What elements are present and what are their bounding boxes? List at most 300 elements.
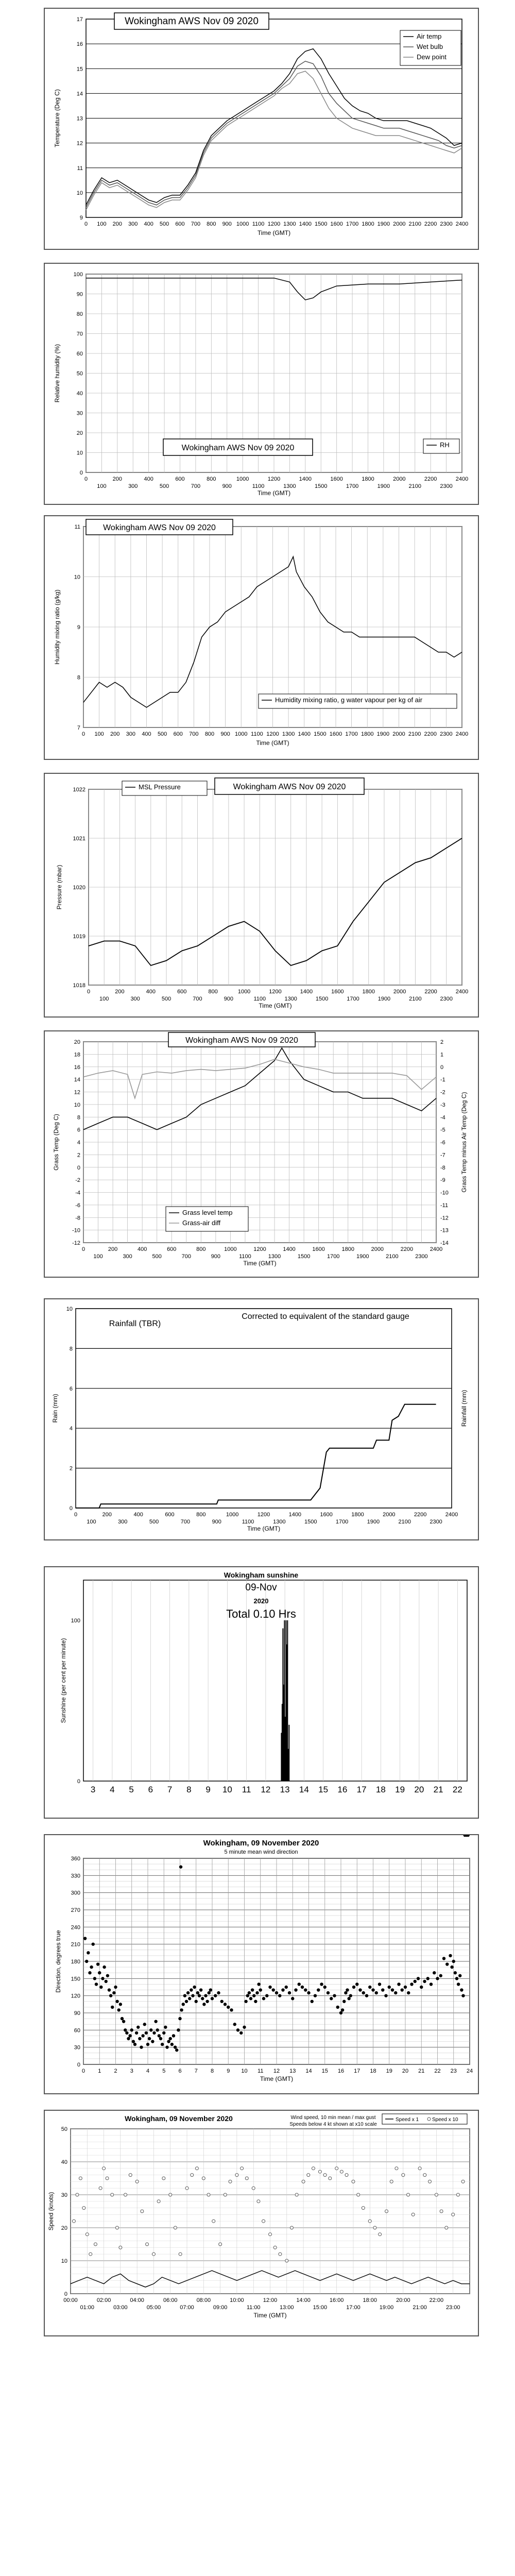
y-tick-label: 360	[71, 1856, 80, 1862]
x-tick-label: 21	[418, 2068, 425, 2074]
wind-direction-point	[378, 1982, 381, 1986]
y-tick-label: -12	[72, 1240, 80, 1246]
chart-title: Wokingham sunshine	[224, 1571, 299, 1579]
x-tick-label: 22:00	[429, 2297, 444, 2303]
wind-speed-chart-panel	[44, 2110, 479, 2336]
y-axis-label: Grass Temp (Deg C)	[53, 1114, 60, 1171]
x-tick-label: 1900	[376, 731, 390, 737]
x-tick-label: 1800	[362, 221, 374, 227]
y-tick-label: -2	[75, 1177, 80, 1184]
x-axis-label: Time (GMT)	[257, 229, 291, 236]
humidity-chart	[45, 264, 478, 504]
wind-direction-point	[106, 1974, 109, 1977]
wind-direction-point	[99, 1986, 102, 1989]
wind-direction-point	[236, 2028, 239, 2031]
x-tick-label: 1300	[268, 1253, 281, 1260]
y-tick-label: 15	[76, 66, 83, 73]
x-tick-label: 1600	[329, 731, 342, 737]
y-tick-label: 330	[71, 1873, 80, 1879]
y-tick-label: 14	[76, 91, 83, 97]
wind-direction-point	[128, 2034, 131, 2037]
y-tick-label: 0	[77, 1778, 80, 1785]
x-tick-label: 1000	[236, 476, 249, 482]
wind-direction-point	[281, 1988, 284, 1991]
x-tick-label: 1500	[315, 221, 328, 227]
x-tick-label: 300	[128, 483, 138, 489]
series-line	[86, 49, 462, 205]
x-tick-label: 500	[152, 1253, 162, 1260]
x-tick-label: 2400	[445, 1512, 458, 1518]
wind-direction-point	[217, 1991, 220, 1994]
speed-x10-point	[179, 2252, 182, 2256]
x-tick-label: 1400	[288, 1512, 302, 1518]
x-tick-label: 1100	[252, 221, 265, 227]
wind-direction-point	[88, 1971, 91, 1974]
wind-direction-point	[179, 1865, 182, 1868]
wind-direction-point	[195, 2000, 198, 2003]
legend-marker	[427, 2117, 431, 2121]
x-tick-label: 2400	[455, 221, 469, 227]
chart-title: Wokingham AWS Nov 09 2020	[125, 16, 259, 27]
y-tick-label: 1020	[73, 885, 85, 891]
speed-x10-point	[99, 2187, 102, 2190]
speed-x10-point	[273, 2246, 277, 2249]
y-tick-label: 20	[74, 1039, 80, 1045]
x-tick-label: 19	[386, 2068, 392, 2074]
x-tick-label: 2200	[414, 1512, 427, 1518]
x-tick-label: 200	[102, 1512, 112, 1518]
x-tick-label: 600	[177, 989, 187, 995]
wind-direction-point	[162, 2031, 165, 2035]
x-tick-label: 2300	[440, 221, 453, 227]
y-tick-label: 0	[77, 1164, 80, 1171]
y-tick-label: 10	[74, 574, 80, 581]
x-tick-label: 700	[181, 1253, 191, 1260]
speed-x10-point	[135, 2180, 139, 2183]
x-tick-label: 1600	[320, 1512, 333, 1518]
speed-x10-point	[295, 2193, 298, 2196]
x-tick-label: 800	[208, 989, 218, 995]
x-tick-label: 1200	[266, 731, 279, 737]
y-tick-label: 16	[76, 41, 83, 48]
y-tick-label: 70	[76, 331, 83, 337]
speed-x10-point	[307, 2174, 310, 2177]
wind-direction-point	[180, 2008, 183, 2011]
x-tick-label: 1500	[315, 996, 329, 1002]
chart-subtitle: Corrected to equivalent of the standard gauge	[242, 1312, 409, 1321]
x-tick-label: 700	[193, 996, 202, 1002]
wind-direction-point	[420, 1986, 423, 1989]
speed-x10-point	[345, 2174, 348, 2177]
x-tick-label: 17	[356, 1785, 367, 1794]
wind-direction-point	[165, 2045, 168, 2048]
x-tick-label: 1800	[361, 731, 374, 737]
x-axis-label: Time (GMT)	[247, 1525, 281, 1532]
wind-direction-point	[95, 1982, 98, 1986]
x-tick-label: 20:00	[396, 2297, 410, 2303]
wind-direction-point	[243, 2026, 246, 2029]
wind-direction-point	[452, 1960, 455, 1963]
x-tick-label: 1000	[226, 1512, 239, 1518]
sunshine-chart	[45, 1567, 478, 1818]
speed-x10-point	[318, 2170, 321, 2173]
series-line	[86, 61, 462, 208]
x-tick-label: 23	[450, 2068, 457, 2074]
x-tick-label: 2200	[424, 221, 437, 227]
x-tick-label: 1900	[377, 221, 390, 227]
speed-x10-point	[411, 2213, 415, 2216]
x-axis-label: Time (GMT)	[257, 489, 291, 497]
x-tick-label: 1300	[283, 221, 296, 227]
x-tick-label: 00:00	[63, 2297, 78, 2303]
x-tick-label: 100	[94, 731, 104, 737]
chart-title: Wokingham, 09 November 2020	[203, 1839, 319, 1848]
y-axis-label: Pressure (mbar)	[56, 865, 63, 910]
wind-direction-point	[196, 1991, 199, 1994]
x-tick-label: 1100	[242, 1519, 254, 1525]
speed-x10-point	[245, 2177, 248, 2180]
wind-direction-point	[109, 1994, 112, 1997]
speed-x10-point	[452, 2213, 455, 2216]
speed-x10-point	[257, 2200, 260, 2203]
wind-direction-point	[214, 1994, 217, 1997]
wind-direction-point	[404, 1986, 407, 1989]
speed-x10-point	[407, 2193, 410, 2196]
wind-direction-point	[136, 2026, 140, 2029]
y2-axis-label: Grass Temp minus Air Temp (Deg C)	[460, 1092, 468, 1193]
x-tick-label: 1200	[267, 221, 281, 227]
x-tick-label: 0	[74, 1512, 78, 1518]
x-tick-label: 2200	[424, 476, 437, 482]
chart-title: Wokingham AWS Nov 09 2020	[181, 444, 295, 452]
y-tick-label: 8	[77, 1114, 80, 1121]
wind-direction-point	[124, 2028, 127, 2031]
wind-direction-point	[352, 1986, 355, 1989]
speed-x10-point	[456, 2193, 459, 2196]
x-axis-label: Time (GMT)	[256, 739, 289, 747]
x-tick-label: 300	[118, 1519, 128, 1525]
wind-direction-point	[172, 2034, 175, 2037]
wind-direction-point	[198, 1994, 201, 1997]
speed-x10-point	[461, 2180, 465, 2183]
y-tick-label: 12	[76, 140, 83, 147]
x-tick-label: 1000	[224, 1246, 237, 1252]
x-axis-label: Time (GMT)	[260, 2075, 294, 2082]
y-axis-label: Relative humidity (%)	[54, 344, 61, 403]
legend-entry: Dew point	[417, 53, 447, 61]
y-tick-label: 10	[76, 190, 83, 196]
speed-x10-point	[368, 2219, 371, 2223]
x-tick-label: 1400	[283, 1246, 296, 1252]
wind-direction-point	[301, 1986, 304, 1989]
speed-x10-point	[146, 2243, 149, 2246]
x-tick-label: 2100	[386, 1253, 399, 1260]
speed-x10-point	[224, 2193, 227, 2196]
x-tick-label: 16	[337, 1785, 348, 1794]
wind-direction-point	[93, 1977, 96, 1980]
x-tick-label: 20	[402, 2068, 409, 2074]
speed-x10-point	[402, 2174, 405, 2177]
x-tick-label: 11:00	[246, 2304, 261, 2311]
x-axis-label: Time (GMT)	[243, 1260, 277, 1267]
y-tick-label: 1022	[73, 787, 85, 793]
wind-direction-chart	[45, 1835, 478, 2093]
y-tick-label: 20	[61, 2225, 67, 2231]
speed-x10-point	[129, 2174, 132, 2177]
chart-title: Wokingham, 09 November 2020	[125, 2114, 233, 2123]
x-tick-label: 1300	[284, 996, 297, 1002]
x-tick-label: 2100	[398, 1519, 411, 1525]
wind-direction-point	[111, 2006, 114, 2009]
y-tick-label: 14	[74, 1077, 80, 1083]
x-tick-label: 1800	[362, 476, 374, 482]
x-tick-label: 1600	[331, 989, 344, 995]
chart-year: 2020	[253, 1597, 269, 1605]
y-tick-label: 0	[79, 470, 83, 476]
wind-direction-point	[457, 1982, 460, 1986]
wind-direction-point	[346, 1988, 349, 1991]
x-tick-label: 1200	[269, 989, 282, 995]
wind-direction-point	[449, 1954, 452, 1957]
y2-tick-label: -11	[440, 1202, 449, 1209]
y2-tick-label: -1	[440, 1077, 445, 1083]
x-tick-label: 01:00	[80, 2304, 95, 2311]
wind-direction-point	[460, 1988, 463, 1991]
wind-direction-point	[90, 1965, 93, 1969]
x-tick-label: 1200	[253, 1246, 266, 1252]
x-tick-label: 2300	[440, 996, 453, 1002]
y-tick-label: 180	[71, 1959, 80, 1965]
x-tick-label: 20	[414, 1785, 424, 1794]
wind-direction-point	[224, 2003, 227, 2006]
y-tick-label: 10	[61, 2258, 67, 2264]
speed-x10-point	[323, 2174, 327, 2177]
wind-direction-point	[347, 1997, 350, 2000]
x-tick-label: 1800	[341, 1246, 354, 1252]
speed-x10-point	[119, 2246, 122, 2249]
x-tick-label: 100	[99, 996, 109, 1002]
x-tick-label: 1500	[297, 1253, 311, 1260]
wind-direction-point	[159, 2037, 162, 2040]
x-tick-label: 500	[149, 1519, 159, 1525]
speed-x10-point	[202, 2177, 205, 2180]
wind-direction-point	[92, 1942, 95, 1945]
x-tick-label: 2400	[455, 731, 469, 737]
y-axis-label: Rain (mm)	[52, 1394, 59, 1423]
speed-x10-point	[219, 2243, 222, 2246]
wind-direction-point	[125, 2031, 128, 2035]
legend-entry: Speed x 10	[432, 2117, 458, 2123]
wind-direction-point	[458, 1974, 461, 1977]
x-tick-label: 19	[395, 1785, 405, 1794]
x-tick-label: 03:00	[113, 2304, 128, 2311]
x-tick-label: 200	[115, 989, 125, 995]
x-tick-label: 800	[207, 221, 216, 227]
wind-direction-point	[320, 1982, 323, 1986]
x-tick-label: 1700	[346, 221, 359, 227]
x-tick-label: 700	[191, 483, 201, 489]
wind-direction-point	[167, 2040, 170, 2043]
x-tick-label: 1500	[315, 483, 328, 489]
y-tick-label: 18	[74, 1052, 80, 1058]
x-tick-label: 100	[93, 1253, 103, 1260]
speed-x10-point	[252, 2187, 255, 2190]
wind-direction-point	[381, 1988, 384, 1991]
wind-direction-point	[220, 2000, 224, 2003]
x-tick-label: 2200	[424, 731, 437, 737]
speed-x10-point	[241, 2167, 244, 2170]
wind-direction-point	[101, 1977, 104, 1980]
legend-entry: MSL Pressure	[139, 783, 181, 791]
speed-x10-point	[195, 2167, 198, 2170]
plot-area	[76, 1309, 452, 1508]
y-tick-label: 100	[71, 1618, 80, 1624]
x-tick-label: 800	[204, 731, 215, 737]
wind-direction-point	[401, 1988, 404, 1991]
x-tick-label: 2400	[430, 1246, 443, 1252]
y-tick-label: 9	[79, 215, 83, 221]
wind-direction-point	[410, 1982, 413, 1986]
speed-x10-point	[418, 2167, 421, 2170]
wind-direction-point	[417, 1977, 420, 1980]
wind-direction-point	[268, 1986, 271, 1989]
x-tick-label: 300	[130, 996, 140, 1002]
x-tick-label: 200	[112, 476, 123, 482]
wind-direction-point	[193, 1986, 196, 1989]
speed-x10-point	[191, 2174, 194, 2177]
x-tick-label: 1300	[273, 1519, 286, 1525]
speed-x10-point	[115, 2226, 118, 2229]
speed-x10-point	[279, 2252, 282, 2256]
wind-direction-point	[339, 2011, 342, 2014]
wind-direction-point	[426, 1977, 430, 1980]
y-tick-label: 2	[69, 1465, 73, 1472]
speed-x10-point	[141, 2210, 144, 2213]
y-tick-label: 8	[69, 1346, 73, 1352]
y-tick-label: 30	[61, 2192, 67, 2198]
wind-direction-point	[108, 1988, 111, 1991]
y2-tick-label: -3	[440, 1101, 445, 1108]
wind-direction-point	[233, 2023, 236, 2026]
x-tick-label: 5	[162, 2068, 166, 2074]
wind-direction-point	[291, 1997, 294, 2000]
x-tick-label: 12	[261, 1785, 271, 1794]
x-tick-label: 400	[144, 221, 153, 227]
wind-direction-point	[170, 2043, 174, 2046]
x-tick-label: 500	[159, 221, 169, 227]
speed-x10-point	[89, 2252, 92, 2256]
wind-direction-point	[146, 2043, 149, 2046]
x-tick-label: 7	[194, 2068, 198, 2074]
wind-direction-point	[349, 1994, 352, 1997]
wind-direction-point	[257, 1982, 260, 1986]
x-tick-label: 400	[133, 1512, 143, 1518]
chart-subtitle-2: Speeds below 4 kt shown at x10 scale	[289, 2122, 377, 2127]
x-tick-label: 1200	[257, 1512, 270, 1518]
speed-x10-point	[169, 2193, 172, 2196]
speed-x10-point	[329, 2177, 332, 2180]
wind-direction-point	[98, 1971, 101, 1974]
x-tick-label: 700	[189, 731, 199, 737]
speed-x10-point	[82, 2207, 85, 2210]
wind-direction-point	[414, 1980, 417, 1983]
x-tick-label: 1700	[345, 731, 358, 737]
x-tick-label: 1100	[253, 996, 266, 1002]
x-tick-label: 14	[305, 2068, 312, 2074]
y-tick-label: 10	[74, 1101, 80, 1108]
x-tick-label: 800	[207, 476, 216, 482]
grass-temp-chart-panel	[44, 1030, 479, 1278]
wind-direction-point	[362, 1991, 365, 1994]
wind-direction-point	[275, 1991, 278, 1994]
y2-tick-label: -2	[440, 1089, 445, 1096]
x-tick-label: 1600	[330, 476, 343, 482]
legend-entry: Grass level temp	[182, 1209, 233, 1216]
x-tick-label: 400	[146, 989, 156, 995]
x-tick-label: 21	[433, 1785, 443, 1794]
x-tick-label: 700	[180, 1519, 191, 1525]
y-tick-label: 4	[77, 1140, 80, 1146]
speed-x10-point	[373, 2226, 376, 2229]
wind-direction-point	[122, 2020, 125, 2023]
wind-direction-point	[285, 1986, 288, 1989]
wind-direction-point	[450, 1965, 453, 1969]
x-tick-label: 1000	[235, 731, 248, 737]
wind-direction-point	[246, 1994, 249, 1997]
x-tick-label: 100	[97, 483, 107, 489]
x-tick-label: 0	[84, 476, 88, 482]
y-tick-label: -6	[75, 1202, 80, 1209]
speed-x10-point	[312, 2167, 315, 2170]
wind-direction-point	[156, 2028, 159, 2031]
x-tick-label: 900	[222, 221, 232, 227]
wind-direction-point	[119, 2003, 122, 2006]
wind-direction-point	[199, 1988, 202, 1991]
x-tick-label: 2300	[440, 483, 453, 489]
wind-direction-point	[442, 1957, 445, 1960]
x-tick-label: 900	[220, 731, 230, 737]
wind-direction-point	[455, 1977, 458, 1980]
x-tick-label: 1800	[351, 1512, 364, 1518]
wind-direction-point	[83, 1937, 87, 1940]
y2-tick-label: -13	[440, 1227, 449, 1234]
speed-x10-point	[445, 2226, 448, 2229]
speed-x10-point	[229, 2180, 232, 2183]
y-tick-label: 30	[74, 2044, 80, 2051]
speed-x10-point	[390, 2180, 393, 2183]
x-tick-label: 0	[81, 2068, 85, 2074]
x-tick-label: 6	[178, 2068, 182, 2074]
speed-x10-point	[174, 2226, 177, 2229]
wind-direction-point	[158, 2034, 161, 2037]
wind-direction-point	[272, 1988, 275, 1991]
x-tick-label: 1900	[356, 1253, 369, 1260]
wind-direction-point	[375, 1991, 378, 1994]
rainfall-chart	[45, 1299, 478, 1539]
speed-x10-point	[285, 2259, 288, 2262]
wind-direction-point	[323, 1986, 327, 1989]
wind-direction-point	[239, 2031, 243, 2035]
x-tick-label: 1200	[267, 476, 281, 482]
x-tick-label: 2000	[393, 221, 406, 227]
y-tick-label: 0	[64, 2291, 67, 2297]
x-tick-label: 21:00	[413, 2304, 427, 2311]
y-axis-label: Speed (knots)	[47, 2192, 55, 2231]
pressure-chart	[45, 774, 478, 1016]
x-tick-label: 12	[273, 2068, 280, 2074]
wind-direction-point	[183, 1994, 186, 1997]
wind-direction-point	[178, 2017, 181, 2020]
